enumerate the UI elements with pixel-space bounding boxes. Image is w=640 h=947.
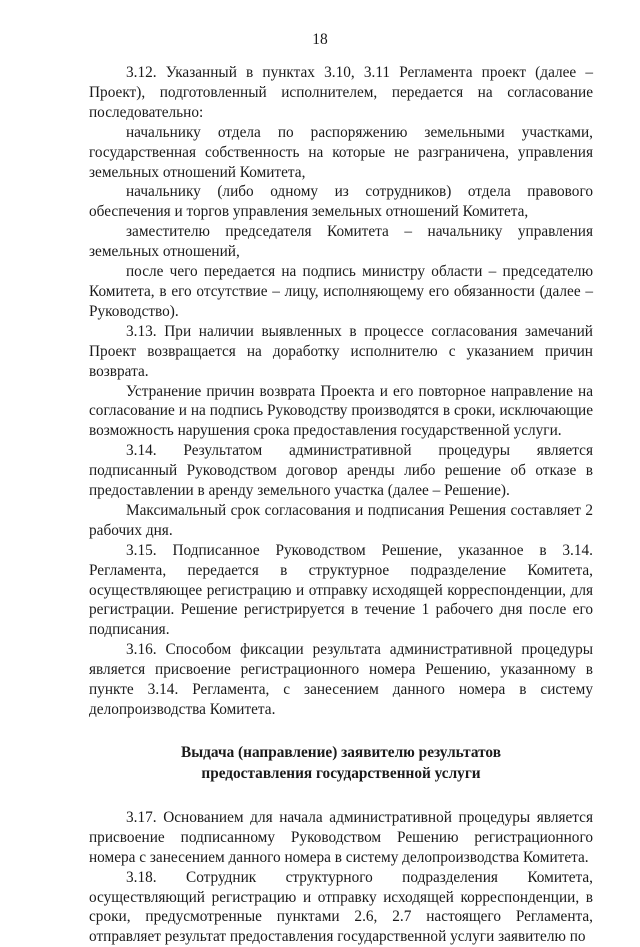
list-item-approver-2: начальнику (либо одному из сотрудников) отдела правового обеспечения и торгов управления земельных отношений Комитета, [89, 183, 593, 221]
page-number: 18 [312, 31, 328, 48]
list-item-approver-1: начальнику отдела по распоряжению земельными участками, государственная собственность на которые не разграничена, управления земельных отношений Комитета, [89, 123, 593, 181]
list-item-signature: после чего передается на подпись министру области – председателю Комитета, в его отсутствие – лицу, исполняющему его обязанности (далее – Руководство). [89, 263, 593, 320]
paragraph-3-18: 3.18. Сотрудник структурного подразделения Комитета, осуществляющий регистрацию и отправку исходящей корреспонденции, в сроки, предусмотренные пунктами 2.6, 2.7 настоящего Регламента, отправляет результат предоставления государственной услуги заявителю по [89, 868, 593, 946]
paragraph-3-14: 3.14. Результатом административной процедуры является подписанный Руководством договор аренды либо решение об отказе в предоставлении в аренду земельного участка (далее – Решение). [89, 442, 593, 500]
paragraph-3-15: 3.15. Подписанное Руководством Решение, указанное в 3.14. Регламента, передается в структурное подразделение Комитета, осуществляющее регистрацию и отправку исходящей корреспонденции, для регистрации. Решение регистрируется в течение 1 рабочего дня после его подписания. [89, 541, 593, 639]
document-body [89, 63, 593, 947]
paragraph-3-14-deadline: Максимальный срок согласования и подписания Решения составляет 2 рабочих дня. [89, 501, 593, 539]
list-item-approver-3: заместителю председателя Комитета – начальнику управления земельных отношений, [89, 223, 593, 261]
paragraph-3-16: 3.16. Способом фиксации результата административной процедуры является присвоение регистрационного номера Решению, указанному в пункте 3.14. Регламента, с занесением данного номера в систему делопроизводства Комитета. [89, 641, 593, 718]
paragraph-3-13: 3.13. При наличии выявленных в процессе согласования замечаний Проект возвращается на доработку исполнителю с указанием причин возврата. [89, 322, 593, 380]
paragraph-3-12: 3.12. Указанный в пунктах 3.10, 3.11 Регламента проект (далее – Проект), подготовленный исполнителем, передается на согласование последовательно: [89, 64, 593, 121]
paragraph-3-17: 3.17. Основанием для начала административной процедуры является присвоение подписанному Руководством Решению регистрационного номера с занесением данного номера в систему делопроизводства Комитета. [89, 808, 593, 866]
section-heading-line-1: Выдача (направление) заявителю результатов [181, 743, 501, 761]
paragraph-3-13-continued: Устранение причин возврата Проекта и его повторное направление на согласование и на подпись Руководству производятся в сроки, исключающие возможность нарушения срока предоставления государственной услуги. [89, 382, 593, 440]
section-heading [89, 742, 593, 784]
section-heading-line-2: предоставления государственной услуги [201, 764, 481, 782]
